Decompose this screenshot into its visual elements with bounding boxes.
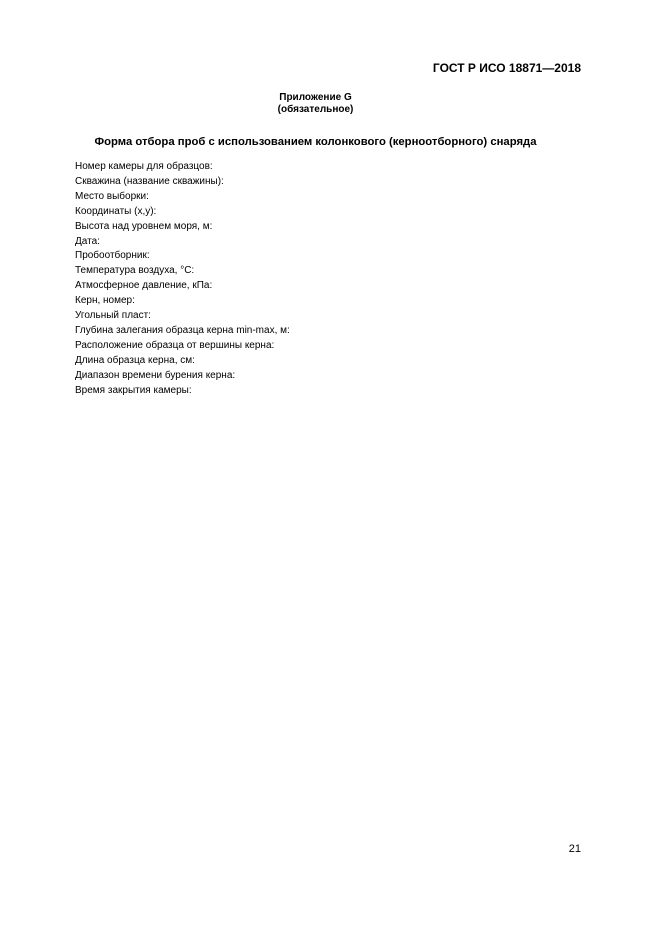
field-label-date: Дата: [75,235,100,247]
field-label-elevation: Высота над уровнем моря, м: [75,220,213,232]
form-title: Форма отбора проб с использованием колонкового (керноотборного) снаряда [94,136,537,148]
annex-title: Приложение G [279,92,352,103]
field-label-sampler: Пробоотборник: [75,250,150,262]
field-label-coordinates: Координаты (x,y): [75,205,157,217]
page-number: 21 [568,843,581,855]
form-field-list [75,160,290,399]
field-label-chamber-closing-time: Время закрытия камеры: [75,384,192,396]
field-label-sample-length: Длина образца керна, см: [75,354,195,366]
field-label-borehole: Скважина (название скважины): [75,175,224,187]
document-code: ГОСТ Р ИСО 18871—2018 [432,61,581,75]
annex-status: (обязательное) [277,104,354,115]
field-label-atmospheric-pressure: Атмосферное давление, кПа: [75,280,213,292]
field-label-sample-position: Расположение образца от вершины керна: [75,339,275,351]
field-label-coal-seam: Угольный пласт: [75,310,151,322]
field-label-chamber-number: Номер камеры для образцов: [75,161,213,172]
field-label-air-temperature: Температура воздуха, °С: [75,265,195,277]
annex-heading [0,92,631,116]
field-label-sampling-site: Место выборки: [75,190,149,202]
field-label-drilling-time-range: Диапазон времени бурения керна: [75,369,236,381]
field-label-core-number: Керн, номер: [75,295,135,307]
field-label-sample-depth: Глубина залегания образца керна min-max, м: [75,324,290,336]
